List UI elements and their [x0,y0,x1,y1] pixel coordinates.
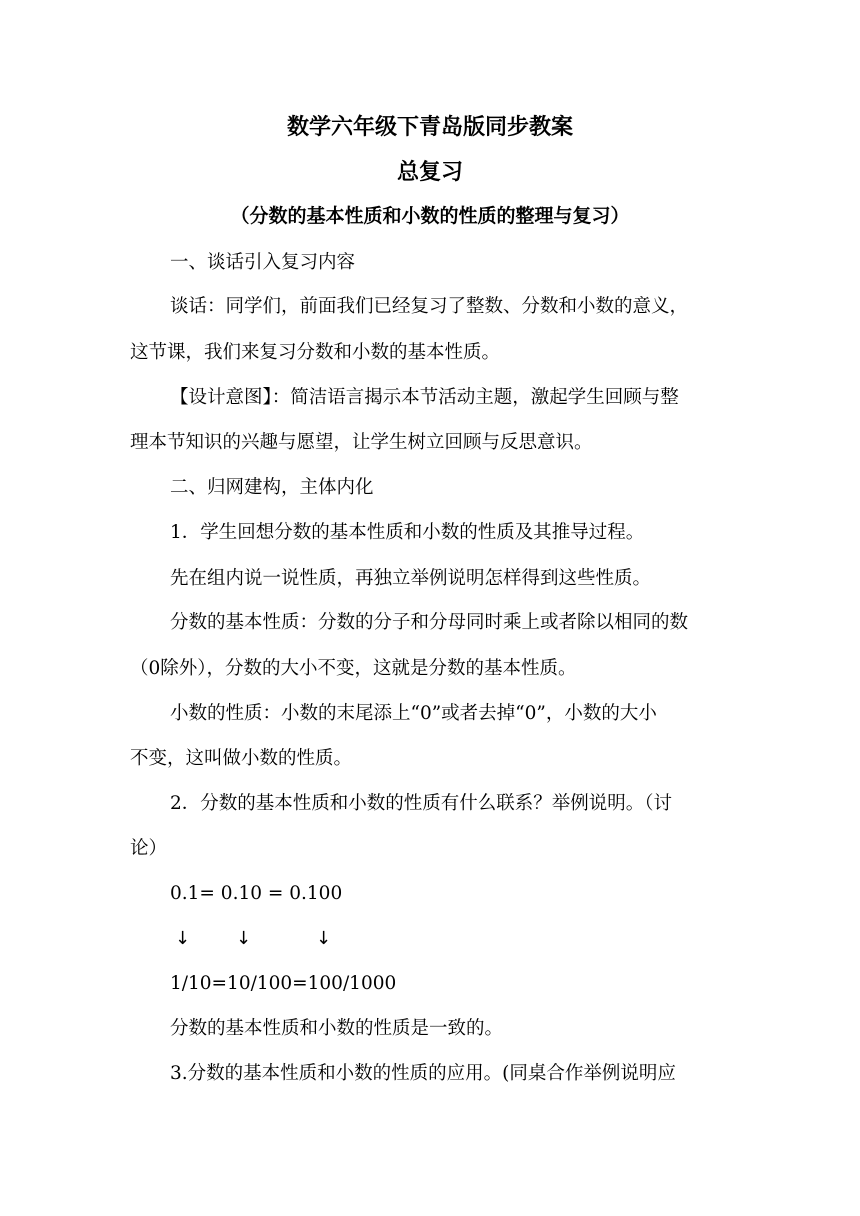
decimal-property-line: 小数的性质：小数的末尾添上“0”或者去掉“0”，小数的大小 [170,703,657,724]
fraction-equation: 1/10=10/100=100/1000 [170,973,397,994]
fraction-property-line: 分数的基本性质：分数的分子和分母同时乘上或者除以相同的数 [170,612,689,633]
down-arrow-icon: ↓ [316,928,332,949]
application-line: 3.分数的基本性质和小数的性质的应用。(同桌合作举例说明应 [170,1063,676,1084]
section-title: 总复习 [396,160,463,185]
down-arrow-icon: ↓ [175,928,191,949]
heading-part-one: 一、谈话引入复习内容 [170,252,356,273]
decimal-property-line: 不变，这叫做小数的性质。 [130,748,353,769]
topic-subtitle: （分数的基本性质和小数的性质的整理与复习） [230,205,630,227]
fraction-property-line: （0除外），分数的大小不变，这就是分数的基本性质。 [130,658,577,679]
paragraph-line: 1．学生回想分数的基本性质和小数的性质及其推导过程。 [170,522,645,543]
paragraph-line: 先在组内说一说性质，再独立举例说明怎样得到这些性质。 [170,568,652,589]
question-line: 论） [130,838,168,859]
paragraph-line: 谈话：同学们，前面我们已经复习了整数、分数和小数的意义， [170,296,689,317]
conclusion-line: 分数的基本性质和小数的性质是一致的。 [170,1018,504,1039]
heading-part-two: 二、归网建构，主体内化 [170,477,374,498]
paragraph-line: 这节课，我们来复习分数和小数的基本性质。 [130,342,501,363]
decimal-equation: 0.1= 0.10 = 0.100 [170,883,343,904]
design-intent-line: 【设计意图】：简洁语言揭示本节活动主题，激起学生回顾与整 [170,387,679,408]
document-title: 数学六年级下青岛版同步教案 [286,115,573,140]
design-intent-line: 理本节知识的兴趣与愿望，让学生树立回顾与反思意识。 [130,432,593,453]
question-line: 2．分数的基本性质和小数的性质有什么联系？举例说明。（讨 [170,793,673,814]
down-arrow-icon: ↓ [236,928,252,949]
arrow-row [0,924,860,954]
